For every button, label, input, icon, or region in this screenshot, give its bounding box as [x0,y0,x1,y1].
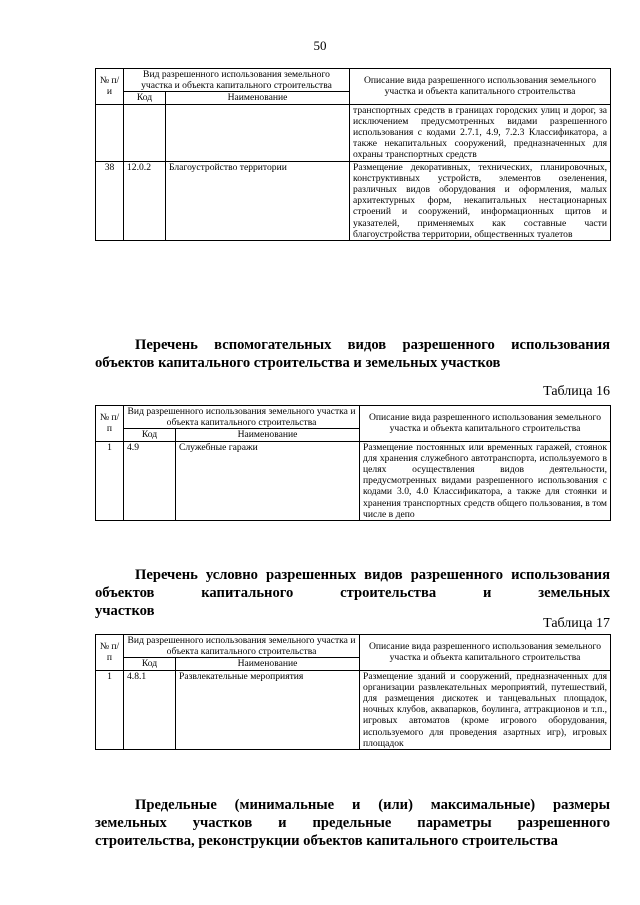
header-code: Код [124,92,166,104]
header-num: № п/и [96,69,124,105]
section-title-auxiliary: Перечень вспомогательных видов разрешенного использования объектов капитального строительства и земельных участков [95,337,610,371]
table-row [96,441,611,520]
row-description: транспортных средств в границах городских улиц и дорог, за исключением предусмотренных видами разрешенного использования с кодами 2.7.1, 4.9, 7.2.3 Классификатора, а также некапитальных сооружений, предназначенных для охраны транспортных средств [350,104,611,161]
row-num: 1 [96,441,124,520]
header-description: Описание вида разрешенного использования земельного участка и объекта капитального строительства [360,406,611,442]
row-description: Размещение декоративных, технических, планировочных, конструктивных устройств, элементов озеленения, различных видов оборудования и оформления, малых архитектурных форм, некапитальных нестационарных строений и сооружений, информационных щитов и указателей, применяемых как составные части благоустройства территории, общественных туалетов [350,161,611,240]
section-title-limits: Предельные (минимальные и (или) максимальные) размеры земельных участков и предельные параметры разрешенного строительства, реконструкции объектов капитального строительства [95,797,610,849]
table-caption-17: Таблица 17 [543,616,610,631]
row-description: Размещение постоянных или временных гаражей, стоянок для хранения служебного автотранспорта, используемого в целях осуществления видов деятельности, предусмотренных видами разрешенного использования с кодами 3.0, 4.0 Классификатора, а также для стоянки и хранения транспортных средств общего пользования, в том числе в депо [360,441,611,520]
header-code: Код [124,658,176,670]
table-row [96,670,611,749]
header-description: Описание вида разрешенного использования земельного участка и объекта капитального строительства [350,69,611,105]
table-caption-16: Таблица 16 [543,384,610,399]
row-name: Развлекательные мероприятия [176,670,360,749]
table-16 [95,405,611,521]
header-num: № п/п [96,635,124,671]
header-name: Наименование [176,658,360,670]
page-number: 50 [313,38,327,53]
header-description: Описание вида разрешенного использования земельного участка и объекта капитального строительства [360,635,611,671]
table-17 [95,634,611,750]
row-name: Благоустройство территории [166,161,350,240]
row-code: 12.0.2 [124,161,166,240]
section-title-conditional: Перечень условно разрешенных видов разрешенного использования объектов капитального строительства и земельных участков [95,567,610,619]
row-code: 4.8.1 [124,670,176,749]
table-continued [95,68,611,241]
header-name: Наименование [176,429,360,441]
header-type-group: Вид разрешенного использования земельного участка и объекта капитального строительства [124,635,360,658]
row-description: Размещение зданий и сооружений, предназначенных для организации развлекательных мероприятий, путешествий, для размещения дискотек и танцевальных площадок, ночных клубов, аквапарков, боулинга, аттракционов и т.п., игровых автоматов (кроме игрового оборудования, используемого для проведения азартных игр), игровых площадок [360,670,611,749]
header-name: Наименование [166,92,350,104]
row-name: Служебные гаражи [176,441,360,520]
header-code: Код [124,429,176,441]
row-num: 38 [96,161,124,240]
header-type-group: Вид разрешенного использования земельного участка и объекта капитального строительства [124,69,350,92]
header-num: № п/п [96,406,124,442]
header-type-group: Вид разрешенного использования земельного участка и объекта капитального строительства [124,406,360,429]
table-row [96,104,611,161]
row-num: 1 [96,670,124,749]
row-code: 4.9 [124,441,176,520]
table-row [96,161,611,240]
